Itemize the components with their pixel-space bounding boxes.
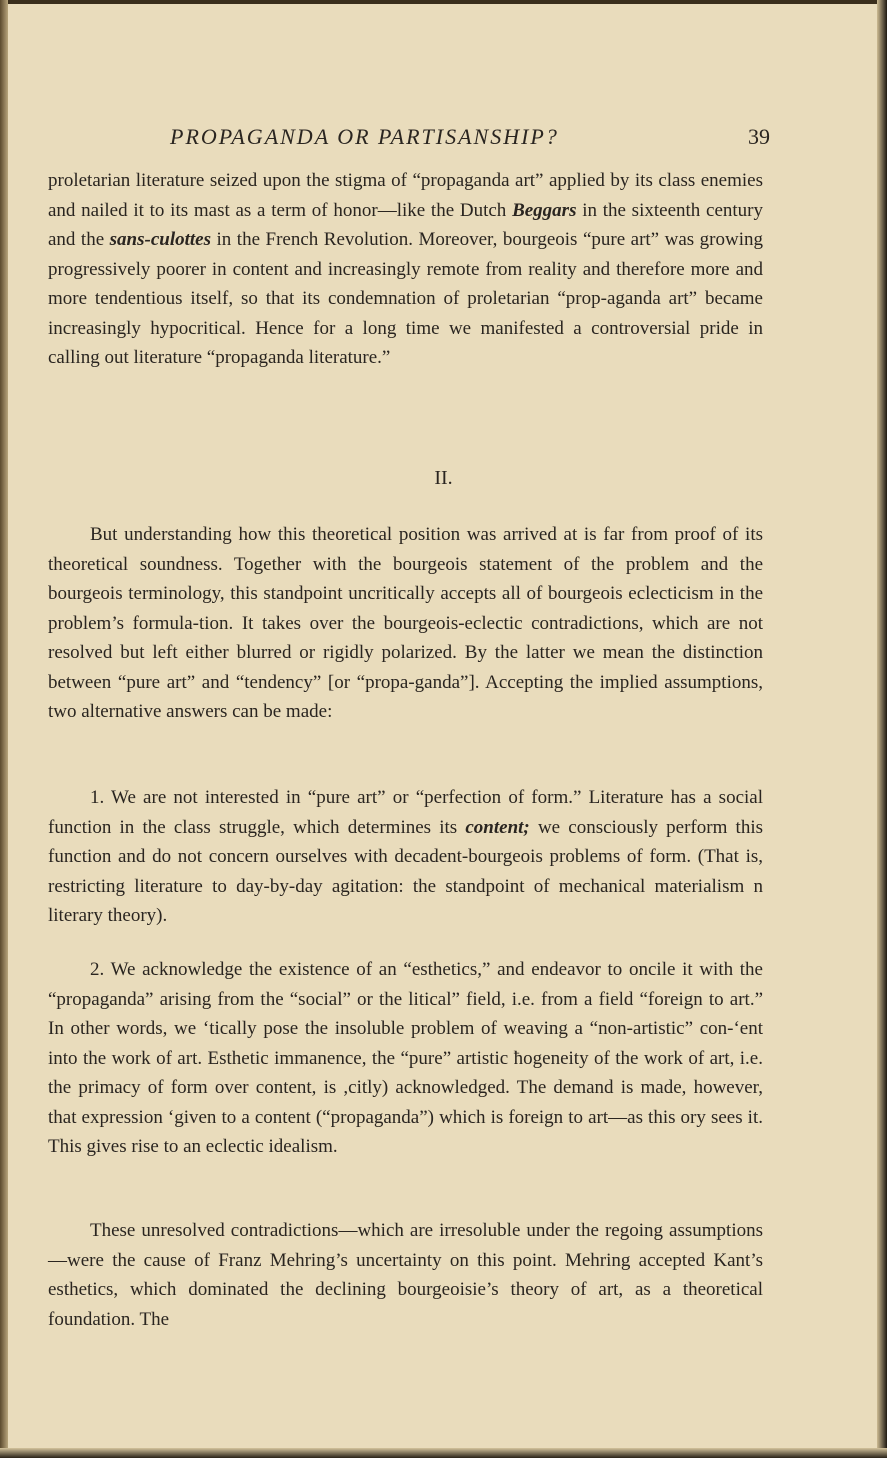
paragraph-3	[48, 783, 763, 931]
page-edge-right	[877, 0, 887, 1458]
paragraph-1	[48, 166, 763, 373]
term-content: content;	[465, 816, 530, 838]
term-beggars: Beggars	[512, 199, 577, 221]
page-edge-top	[0, 0, 887, 4]
paragraph-2	[48, 520, 763, 727]
paragraph-4	[48, 955, 763, 1162]
paragraph-3-text-a: 1. We are not interested in “pure art” or “perfection of form.” Literature has a social function in the class struggle, which determines its	[48, 787, 763, 838]
paragraph-1-text-a: proletarian literature seized upon the stigma of “propaganda art” applied by its class enemies and nailed it to its mast as a term of honor—like the Dutch	[48, 170, 763, 221]
page-edge-left	[0, 0, 8, 1458]
paragraph-3-text-c: we consciously perform this function and do not concern ourselves with decadent-bourgeois problems of form. (That is, restricting literature to day-by-day agitation: the standpoint of mechanical materialism n literary theory).	[48, 816, 763, 926]
paragraph-1-text-e: in the French Revolution. Moreover, bourgeois “pure art” was growing progressively poorer in content and increasingly remote from reality and therefore more and more tendentious itself, so that its condemnation of proletarian “prop-aganda art” became increasingly hypocritical. Hence for a long time we manifested a controversial pride in calling out literature “propaganda literature.”	[48, 229, 763, 368]
term-sans-culottes: sans-culottes	[109, 229, 212, 250]
page-number: 39	[748, 124, 770, 149]
paragraph-2-text: But understanding how this theoretical position was arrived at is far from proof of its theoretical soundness. Together with the bourgeois statement of the problem and the bourgeois terminology, this standpoint uncritically accepts all of bourgeois eclecticism in the problem’s formula-tion. It takes over the bourgeois-eclectic contradictions, which are not resolved but left either blurred or rigidly polarized. By the latter we mean the distinction between “pure art” and “tendency” [or “propa-ganda”]. Accepting the implied assumptions, two alternative answers can be made:	[48, 524, 763, 722]
page-edge-bottom	[0, 1448, 887, 1458]
paragraph-5	[48, 1216, 763, 1334]
page-header	[170, 124, 770, 158]
paragraph-1-text-c: in the sixteenth century and the	[48, 199, 763, 250]
running-title: PROPAGANDA OR PARTISANSHIP?	[170, 124, 559, 149]
section-heading: II.	[434, 467, 453, 489]
paragraph-5-text: These unresolved contradictions—which are irresoluble under the regoing assumptions—were the cause of Franz Mehring’s uncertainty on this point. Mehring accepted Kant’s esthetics, which dominated the declining bourgeoisie’s theory of art, as a theoretical foundation. The	[48, 1220, 763, 1330]
paragraph-4-text: 2. We acknowledge the existence of an “esthetics,” and endeavor to oncile it with the “propaganda” arising from the “social” or the litical” field, i.e. from a field “foreign to art.” In other words, we ‘tically pose the insoluble problem of weaving a “non-artistic” con-‘ent into the work of art. Esthetic immanence, the “pure” artistic ħogeneity of the work of art, i.e. the primacy of form over content, is ,citly) acknowledged. The demand is made, however, that expression ʻgiven to a content (“propaganda”) which is foreign to art—as this ory sees it. This gives rise to an eclectic idealism.	[48, 959, 763, 1157]
